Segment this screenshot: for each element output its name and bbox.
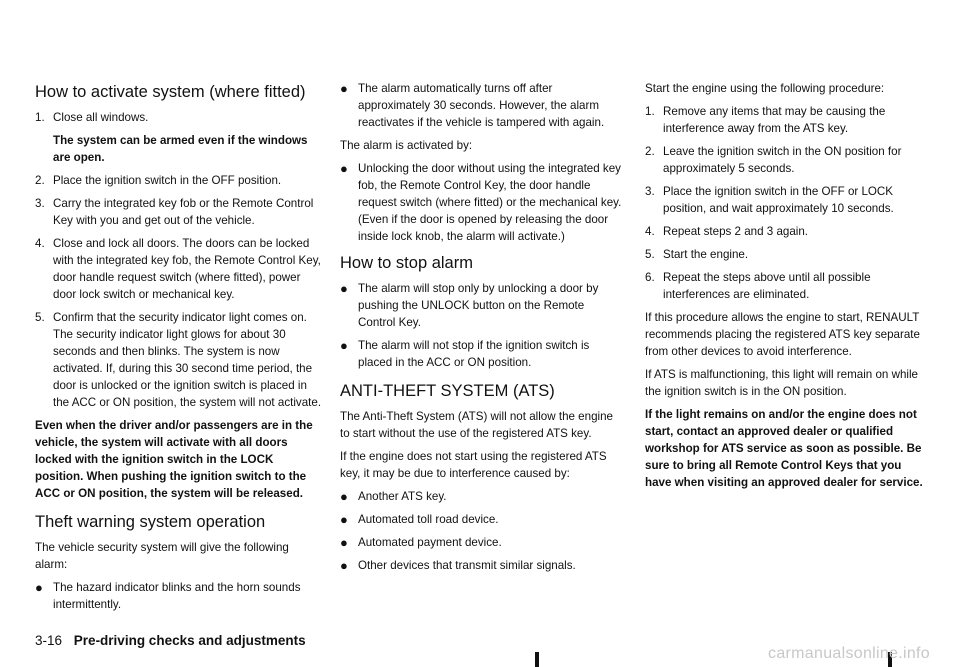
step-text: Close all windows.: [53, 111, 149, 124]
watermark: carmanualsonline.info: [768, 645, 930, 662]
bullet-icon: ●: [340, 338, 348, 353]
step-3: [35, 195, 323, 229]
bullet-icon: ●: [35, 580, 43, 595]
procedure-step-4: [645, 223, 927, 240]
bullet-icon: ●: [340, 81, 348, 96]
paragraph-ats-2: If the engine does not start using the registered ATS key, it may be due to interference caused by:: [340, 450, 607, 480]
bullet-text: Another ATS key.: [358, 490, 447, 503]
bullet-ats-1: [340, 488, 623, 505]
column-left: [35, 82, 323, 619]
procedure-step-2: [645, 143, 927, 177]
step-text: Place the ignition switch in the OFF or LOCK position, and wait approximately 10 seconds.: [663, 185, 894, 215]
paragraph-contact-dealer: If the light remains on and/or the engine does not start, contact an approved dealer or qualified workshop for ATS service as soon as possible. Be sure to bring all Remote Control Keys that you have when visiting an approved dealer for service.: [645, 408, 923, 489]
step-4: [35, 235, 323, 303]
warning-paragraph: Even when the driver and/or passengers are in the vehicle, the system will activate with all doors locked with the ignition switch in the LOCK position. When pushing the ignition switch to the ACC or ON position, the system will be released.: [35, 419, 313, 500]
step-1: [35, 109, 323, 126]
paragraph-alarm-activated: The alarm is activated by:: [340, 139, 473, 152]
step-text: Remove any items that may be causing the interference away from the ATS key.: [663, 105, 886, 135]
crop-mark-left: [535, 652, 539, 667]
heading-stop-alarm: How to stop alarm: [340, 254, 473, 272]
paragraph-alarm-intro: The vehicle security system will give the following alarm:: [35, 541, 289, 571]
heading-theft-warning: Theft warning system operation: [35, 513, 266, 531]
bullet-text: The alarm automatically turns off after approximately 30 seconds. However, the alarm reactivates if the vehicle is tampered with again.: [358, 82, 605, 129]
step-number: 5.: [35, 311, 45, 324]
step-number: 3.: [645, 185, 655, 198]
step-text: Start the engine.: [663, 248, 749, 261]
note-windows-open: The system can be armed even if the windows are open.: [53, 134, 308, 164]
bullet-text: Automated toll road device.: [358, 513, 499, 526]
step-number: 2.: [35, 174, 45, 187]
heading-activate-system: How to activate system (where fitted): [35, 83, 306, 101]
step-text: Place the ignition switch in the OFF position.: [53, 174, 282, 187]
column-middle: [340, 80, 623, 580]
step-number: 2.: [645, 145, 655, 158]
bullet-icon: ●: [340, 558, 348, 573]
step-number: 6.: [645, 271, 655, 284]
column-right: [645, 80, 927, 497]
step-5: [35, 309, 323, 411]
step-text: Close and lock all doors. The doors can be locked with the integrated key fob, the Remote Control Key, door handle request switch (where fitted), power door lock switch or mechanical key.: [53, 237, 321, 301]
step-text: Repeat steps 2 and 3 again.: [663, 225, 809, 238]
step-text: Carry the integrated key fob or the Remote Control Key with you and get out of the vehicle.: [53, 197, 314, 227]
step-text: Leave the ignition switch in the ON position for approximately 5 seconds.: [663, 145, 902, 175]
page-footer: [35, 633, 306, 648]
step-number: 1.: [35, 111, 45, 124]
procedure-step-3: [645, 183, 927, 217]
paragraph-start-intro: Start the engine using the following procedure:: [645, 82, 885, 95]
bullet-icon: ●: [340, 281, 348, 296]
paragraph-ats-1: The Anti-Theft System (ATS) will not allow the engine to start without the use of the registered ATS key.: [340, 410, 613, 440]
step-number: 5.: [645, 248, 655, 261]
heading-ats: ANTI-THEFT SYSTEM (ATS): [340, 382, 555, 400]
step-number: 4.: [35, 237, 45, 250]
paragraph-renault-recommends: If this procedure allows the engine to start, RENAULT recommends placing the registered ATS key separate from other devices to avoid interference.: [645, 311, 920, 358]
bullet-hazard: [35, 579, 323, 613]
bullet-ats-2: [340, 511, 623, 528]
step-text: Repeat the steps above until all possible interferences are eliminated.: [663, 271, 871, 301]
bullet-ats-3: [340, 534, 623, 551]
bullet-stop-2: [340, 337, 623, 371]
procedure-step-1: [645, 103, 927, 137]
step-text: Confirm that the security indicator light comes on. The security indicator light glows for about 30 seconds and then blinks. The system is now activated. If, during this 30 second time period, the door is unlocked or the ignition switch is placed in the ACC or ON position, the system will not activate.: [53, 311, 322, 409]
step-2: [35, 172, 323, 189]
bullet-unlocking: [340, 160, 623, 245]
bullet-icon: ●: [340, 161, 348, 176]
bullet-text: The hazard indicator blinks and the horn sounds intermittently.: [53, 581, 301, 611]
bullet-icon: ●: [340, 535, 348, 550]
procedure-step-5: [645, 246, 927, 263]
bullet-text: Other devices that transmit similar signals.: [358, 559, 576, 572]
bullet-ats-4: [340, 557, 623, 574]
section-title: Pre-driving checks and adjustments: [73, 633, 306, 648]
paragraph-ats-malfunction: If ATS is malfunctioning, this light will remain on while the ignition switch is in the ON position.: [645, 368, 918, 398]
bullet-text: The alarm will not stop if the ignition switch is placed in the ACC or ON position.: [358, 339, 590, 369]
bullet-icon: ●: [340, 512, 348, 527]
bullet-stop-1: [340, 280, 623, 331]
procedure-step-6: [645, 269, 927, 303]
step-number: 4.: [645, 225, 655, 238]
step-number: 3.: [35, 197, 45, 210]
bullet-text: Automated payment device.: [358, 536, 502, 549]
bullet-text: The alarm will stop only by unlocking a door by pushing the UNLOCK button on the Remote Control Key.: [358, 282, 599, 329]
bullet-text: Unlocking the door without using the integrated key fob, the Remote Control Key, the door handle request switch (where fitted) or the mechanical key. (Even if the door is opened by releasing the door inside lock knob, the alarm will activate.): [358, 162, 622, 243]
bullet-icon: ●: [340, 489, 348, 504]
page-number: 3-16: [35, 633, 63, 648]
step-number: 1.: [645, 105, 655, 118]
bullet-alarm-off: [340, 80, 623, 131]
